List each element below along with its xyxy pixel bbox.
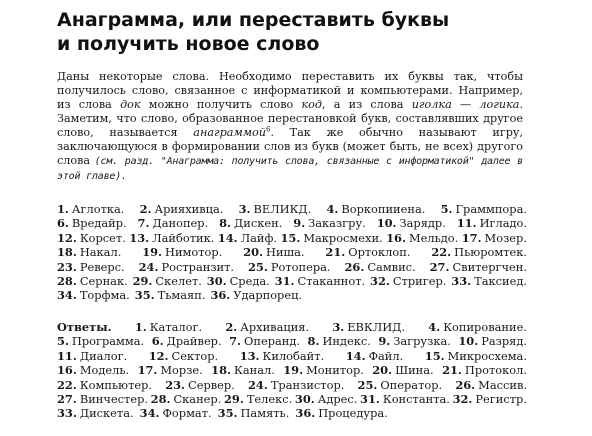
item-number: 10. [376,216,397,231]
item-word: Адрес. [317,392,358,407]
list-item [430,260,527,274]
list-item [441,202,527,216]
item-word: Скелет. [155,274,202,289]
item-number: 21. [325,245,346,260]
item-number: 1. [134,320,147,334]
item-number: 15. [424,348,445,363]
item-number: 27. [57,392,77,407]
item-word: Каталог. [149,320,203,334]
list-item [248,260,331,274]
item-number: 11. [456,216,477,231]
item-word: Архивация. [240,320,310,334]
item-number: 15. [280,230,301,245]
item-number: 26. [344,259,365,274]
item-number: 9. [293,216,306,231]
item-number: 17. [461,230,482,245]
item-number: 7. [229,334,242,349]
item-word: Стригер. [392,274,447,289]
item-number: 4. [428,320,441,334]
item-word: Морзе. [160,363,203,378]
list-item [151,392,222,406]
title-line: Анаграмма, или переставить буквы [57,9,450,31]
item-word: Монитор. [306,363,364,378]
text-line [57,288,527,302]
list-item [370,274,446,288]
item-word: Загрузка. [393,334,451,349]
example-word: иголка — логика [411,98,520,111]
list-item [218,231,277,245]
list-item [240,349,325,363]
list-item [425,349,527,363]
item-word: Лайботик. [152,230,215,245]
item-number: 6. [151,334,164,349]
item-word: Накал. [79,245,122,260]
item-number: 17. [137,363,158,378]
item-word: Копирование. [443,320,527,334]
item-word: Ространзит. [161,259,235,274]
item-number: 36. [210,288,231,303]
item-word: Мельдо. [408,230,459,245]
item-number: 24. [248,377,268,392]
list-item [57,202,124,216]
text-line [57,260,527,274]
item-word: Данопер. [152,216,209,231]
intro-text: можно получить слово [140,98,302,111]
item-number: 6. [57,216,69,231]
list-item [325,245,410,259]
list-item [360,392,450,406]
list-item [57,349,127,363]
list-item [295,392,358,406]
item-word: ВЕЛИКД. [253,202,312,216]
list-item [218,406,290,420]
list-item [57,378,152,392]
item-word: Зарядр. [399,216,446,231]
list-item [358,378,443,392]
list-item [138,216,209,230]
item-word: Массив. [478,377,527,392]
item-number: 33. [57,406,77,421]
example-word: док [120,98,141,111]
item-number: 35. [134,288,155,303]
item-number: 3. [332,320,345,334]
text-line [57,320,527,334]
list-item [455,378,527,392]
list-item [442,363,527,377]
item-number: 32. [452,392,473,407]
item-number: 29. [223,392,244,407]
list-item [281,231,383,245]
item-number: 22. [431,245,452,260]
item-number: 31. [360,392,380,407]
list-item [239,202,312,216]
list-item [207,274,270,288]
item-number: 5. [57,334,69,349]
example-word: код [301,98,322,111]
item-number: 30. [294,392,315,407]
intro-text: , а из слова [322,98,412,111]
item-number: 16. [57,363,77,378]
item-word: Макросмехи. [303,230,383,245]
item-word: Аглотка. [71,202,125,216]
item-word: ЕВКЛИД. [347,320,406,334]
list-item [453,392,527,406]
item-word: Файл. [368,348,404,363]
item-word: Телекс. [246,392,293,407]
item-word: Пьюромтек. [454,245,527,260]
item-word: Константа. [382,392,450,407]
list-item [152,334,222,348]
item-word: Оператор. [380,377,443,392]
item-number: 28. [150,392,171,407]
list-item [57,260,125,274]
text-line [57,274,527,288]
item-word: Индекс. [322,334,371,349]
item-number: 28. [57,274,77,289]
list-item [135,320,202,334]
answers-list [57,320,527,421]
item-word: Килобайт. [262,348,325,363]
list-item [283,363,364,377]
list-item [149,349,218,363]
item-word: Таксиед. [474,274,527,289]
list-item [248,378,344,392]
list-item [219,216,282,230]
item-word: Самвис. [367,259,416,274]
intro-text: . Так же обычно называют игру, заключающуюся в формировании слов из букв (может быть, не всех) другого слова [57,126,523,167]
item-number: 27. [429,259,450,274]
item-number: 34. [57,288,77,303]
item-number: 5. [440,202,453,216]
list-item [229,334,300,348]
puzzle-list [57,202,527,303]
list-item [57,406,134,420]
item-word: Ударпорец. [233,288,303,303]
text-line [57,406,527,420]
item-number: 34. [139,406,160,421]
item-word: Среда. [229,274,270,289]
list-item [378,334,451,348]
item-number: 30. [206,274,227,289]
list-item [457,216,527,230]
text-line [57,202,527,216]
list-item [293,216,366,230]
item-number: 14. [345,348,366,363]
item-word: Стаканнот. [297,274,366,289]
item-number: 25. [248,259,268,274]
list-item [451,274,527,288]
item-word: Шина. [395,363,434,378]
item-word: Формат. [162,406,212,421]
item-word: Компьютер. [79,377,153,392]
list-item [133,274,202,288]
list-item [210,288,302,302]
list-item [243,245,304,259]
item-number: 8. [307,334,320,349]
item-number: 12. [57,230,77,245]
item-word: Свитергчен. [452,259,527,274]
item-number: 31. [274,274,295,289]
item-number: 4. [326,202,339,216]
list-item [57,288,130,302]
list-item [386,231,458,245]
list-item [57,245,121,259]
item-word: Ротопера. [270,259,331,274]
item-word: Граммпора. [455,202,527,216]
item-word: Игладо. [479,216,527,231]
item-number: 20. [372,363,393,378]
item-word: Корсет. [79,230,126,245]
item-number: 25. [357,377,378,392]
list-item [57,216,127,230]
item-number: 19. [142,245,163,260]
item-word: Дискета. [79,406,134,421]
text-line [57,378,527,392]
item-number: 18. [57,245,77,260]
list-item [275,274,366,288]
item-word: Программа. [71,334,145,349]
item-word: Мозер. [484,230,527,245]
item-word: Разряд. [481,334,527,349]
list-item [458,334,527,348]
item-word: Протокол. [464,363,527,378]
text-line [57,392,527,406]
cross-reference: (см. разд. "Анаграмма: получить слова, связанные с информатикой" далее в этой главе). [57,156,524,182]
list-item [211,363,275,377]
item-word: Ортоклоп. [348,245,411,260]
item-number: 32. [370,274,390,289]
item-word: Ниша. [266,245,305,260]
item-word: Процедура. [318,406,388,421]
list-item [57,274,128,288]
item-word: Сернак. [79,274,128,289]
item-number: 13. [239,348,260,363]
list-item [462,231,527,245]
item-number: 23. [57,259,77,274]
item-word: Лайф. [240,230,278,245]
item-word: Микросхема. [447,348,527,363]
list-item [332,320,405,334]
list-item [346,349,404,363]
item-word: Заказгру. [308,216,366,231]
list-item [165,378,235,392]
list-item [139,260,234,274]
footnote-marker: 6 [265,125,271,134]
item-number: 3. [238,202,251,216]
list-item [372,363,433,377]
item-number: 12. [148,348,169,363]
item-number: 11. [57,348,77,363]
item-number: 26. [455,377,476,392]
item-word: Винчестер. [79,392,148,407]
item-word: Вредайр. [71,216,127,231]
item-word: Тьмаяп. [157,288,206,303]
item-word: Память. [240,406,290,421]
list-item [142,245,222,259]
item-number: 29. [132,274,153,289]
item-number: 35. [217,406,238,421]
list-item [225,320,309,334]
list-item [57,231,126,245]
list-item [57,392,148,406]
item-word: Операнд. [244,334,301,349]
list-item [224,392,292,406]
item-number: 8. [219,216,232,231]
list-item [295,406,387,420]
item-number: 23. [165,377,186,392]
text-line [57,245,527,259]
item-number: 13. [129,230,150,245]
item-word: Реверс. [79,259,125,274]
list-item [431,245,527,259]
item-number: 36. [295,406,316,421]
list-item [344,260,415,274]
page-title [57,8,577,56]
list-item [428,320,527,334]
item-word: Нимотор. [165,245,223,260]
item-number: 21. [442,363,462,378]
item-number: 18. [211,363,231,378]
item-word: Сектор. [171,348,219,363]
item-number: 7. [137,216,150,231]
text-line [57,216,527,230]
item-number: 22. [57,377,77,392]
item-number: 2. [225,320,238,334]
intro-paragraph [57,70,523,184]
list-item [129,231,214,245]
item-word: Модель. [79,363,130,378]
item-number: 24. [138,259,159,274]
item-number: 14. [217,230,238,245]
item-number: 33. [451,274,472,289]
text-line [57,349,527,363]
text-line [57,363,527,377]
item-number: 2. [139,202,152,216]
item-number: 19. [283,363,304,378]
list-item [326,202,425,216]
item-word: Транзистор. [270,377,345,392]
list-item [377,216,446,230]
item-word: Регистр. [475,392,527,407]
item-word: Сервер. [188,377,235,392]
list-item [140,406,212,420]
list-item [57,334,144,348]
item-word: Дискен. [234,216,283,231]
intro-text: Даны некоторые слова. Необходимо переставить их буквы так, чтобы получилось слово, связанное с информатикой и компьютерами. Например, из слова [57,70,523,111]
text-line [57,334,527,348]
item-number: 16. [386,230,406,245]
term-anagram: анаграммой [193,126,266,139]
list-item [57,363,129,377]
item-word: Канал. [234,363,275,378]
list-item [135,288,206,302]
title-line: и получить новое слово [57,33,320,55]
intro-text: . Заметим, что слово, образованное перестановкой букв, составлявших другое слово, называется [57,98,524,139]
list-item [138,363,203,377]
item-word: Диалог. [79,348,128,363]
item-number: 10. [458,334,479,349]
item-word: Арияхивца. [154,202,224,216]
item-word: Воркопииена. [341,202,426,216]
item-word: Драйвер. [166,334,222,349]
list-item [308,334,371,348]
item-number: 20. [243,245,264,260]
item-word: Сканер. [173,392,222,407]
text-line [57,231,527,245]
answers-label: Ответы. [57,320,112,334]
list-item [140,202,224,216]
item-word: Торфма. [79,288,130,303]
item-number: 1. [57,202,69,216]
item-number: 9. [378,334,391,349]
